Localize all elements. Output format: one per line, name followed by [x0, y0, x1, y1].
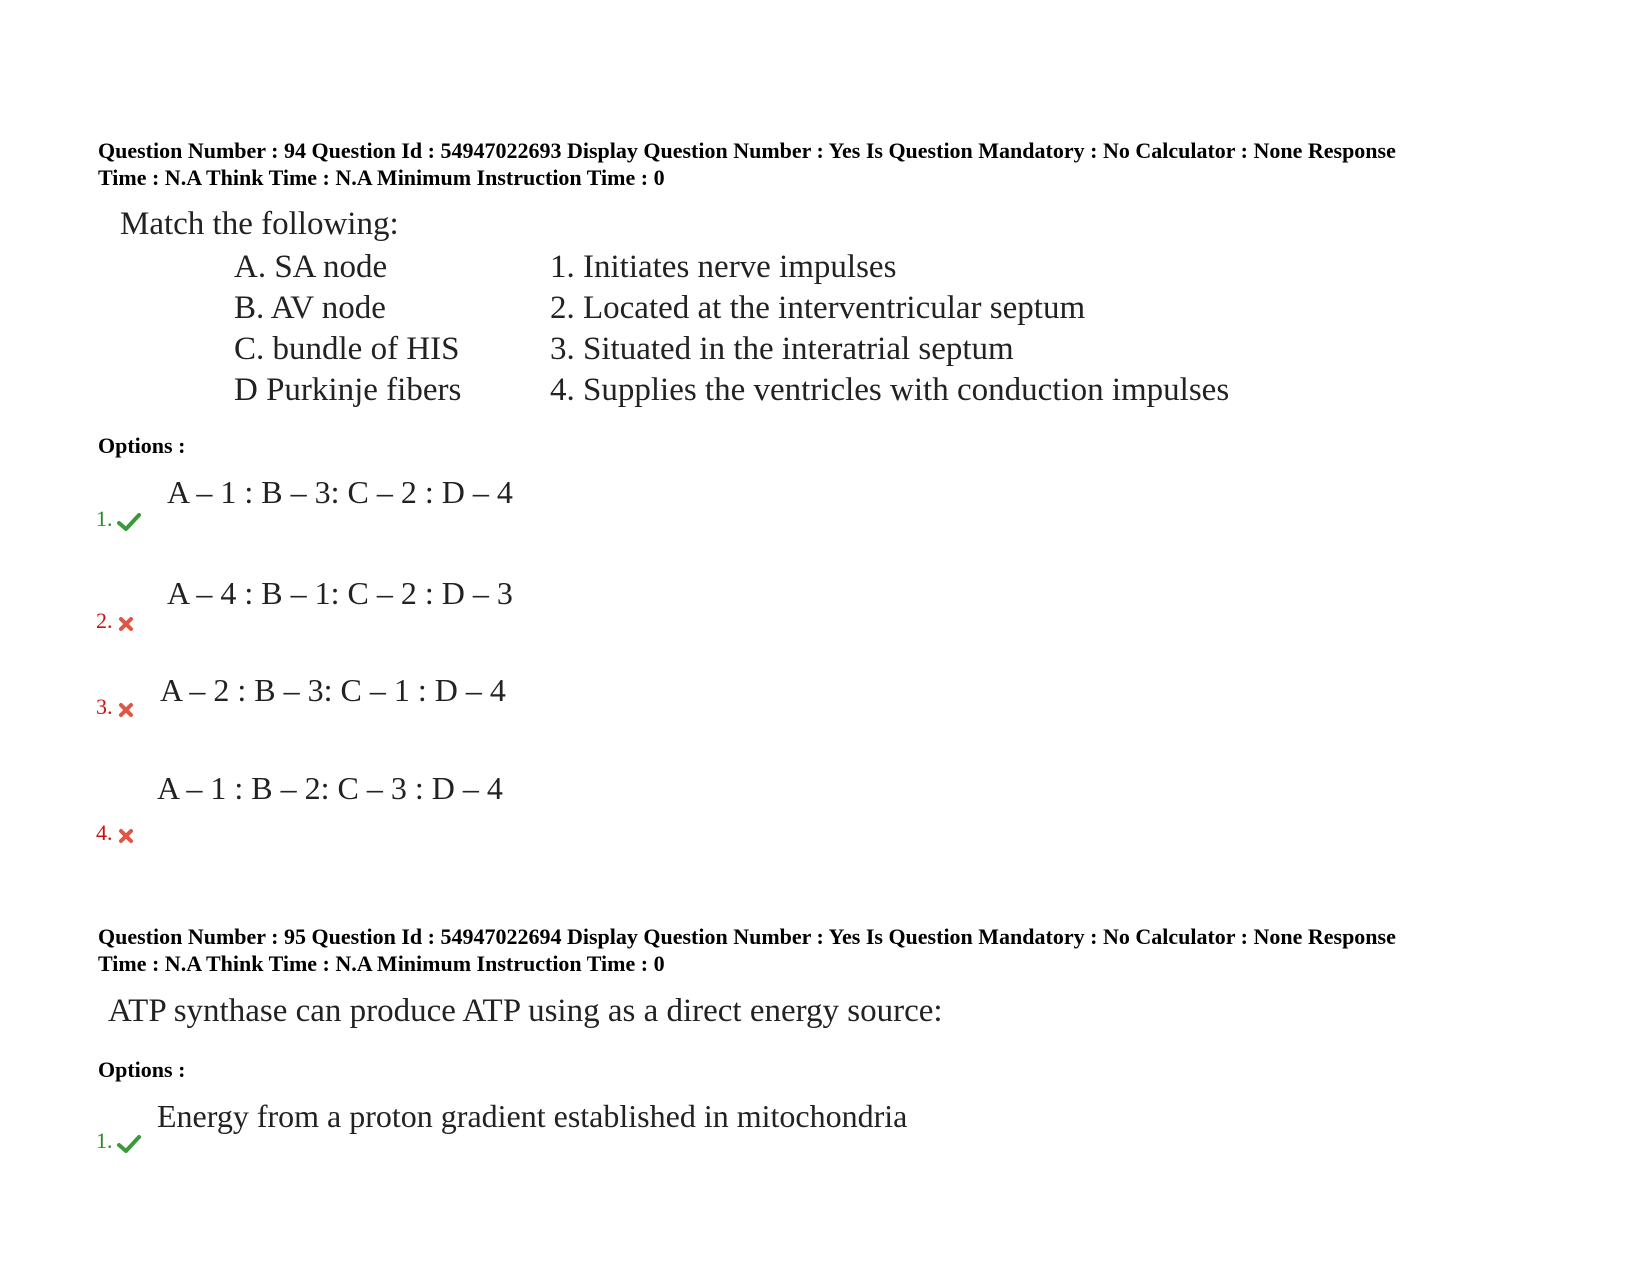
q94-option-1-marker — [96, 506, 141, 532]
cross-icon — [117, 701, 135, 719]
q94-option-4-marker — [96, 820, 135, 846]
q95-meta-line2: Time : N.A Think Time : N.A Minimum Instruction Time : 0 — [98, 951, 665, 976]
q94-left-item: D Purkinje fibers — [234, 372, 462, 408]
q94-right-item: 4. Supplies the ventricles with conduction impulses — [550, 372, 1230, 408]
q94-option-1-number: 1. — [96, 506, 113, 531]
q94-option-4-text: A – 1 : B – 2: C – 3 : D – 4 — [157, 770, 503, 806]
q94-meta-line1: Question Number : 94 Question Id : 54947022693 Display Question Number : Yes Is Question Mandatory : No Calculator : None Response — [98, 138, 1396, 163]
q94-right-item: 1. Initiates nerve impulses — [550, 249, 897, 285]
check-icon — [117, 512, 141, 532]
q94-prompt: Match the following: — [120, 206, 399, 242]
q94-option-1-text: A – 1 : B – 3: C – 2 : D – 4 — [167, 474, 513, 510]
q95-options-label: Options : — [98, 1057, 186, 1082]
q94-left-item: C. bundle of HIS — [234, 331, 460, 367]
q94-right-item: 2. Located at the interventricular septum — [550, 290, 1086, 326]
q94-right-item: 3. Situated in the interatrial septum — [550, 331, 1014, 367]
q94-left-column — [234, 247, 461, 411]
q94-option-3-marker — [96, 694, 135, 720]
q94-option-2-marker — [96, 608, 135, 634]
q95-option-1-marker — [96, 1128, 141, 1154]
q94-metadata — [98, 137, 1598, 191]
q95-metadata — [98, 923, 1598, 977]
cross-icon — [117, 827, 135, 845]
q94-option-2-number: 2. — [96, 608, 113, 633]
q95-option-1-number: 1. — [96, 1128, 113, 1153]
q95-option-1-text: Energy from a proton gradient established in mitochondria — [157, 1098, 908, 1134]
cross-icon — [117, 615, 135, 633]
q95-meta-line1: Question Number : 95 Question Id : 54947022694 Display Question Number : Yes Is Question Mandatory : No Calculator : None Response — [98, 924, 1396, 949]
q94-options-label: Options : — [98, 433, 186, 458]
q94-option-2-text: A – 4 : B – 1: C – 2 : D – 3 — [167, 575, 513, 611]
q94-meta-line2: Time : N.A Think Time : N.A Minimum Instruction Time : 0 — [98, 165, 665, 190]
check-icon — [117, 1134, 141, 1154]
q94-option-4-number: 4. — [96, 820, 113, 845]
q94-left-item: B. AV node — [234, 290, 386, 326]
q94-option-3-number: 3. — [96, 694, 113, 719]
q94-left-item: A. SA node — [234, 249, 388, 285]
q95-prompt: ATP synthase can produce ATP using as a direct energy source: — [108, 993, 943, 1029]
q94-option-3-text: A – 2 : B – 3: C – 1 : D – 4 — [160, 672, 506, 708]
q94-right-column — [550, 247, 1229, 411]
